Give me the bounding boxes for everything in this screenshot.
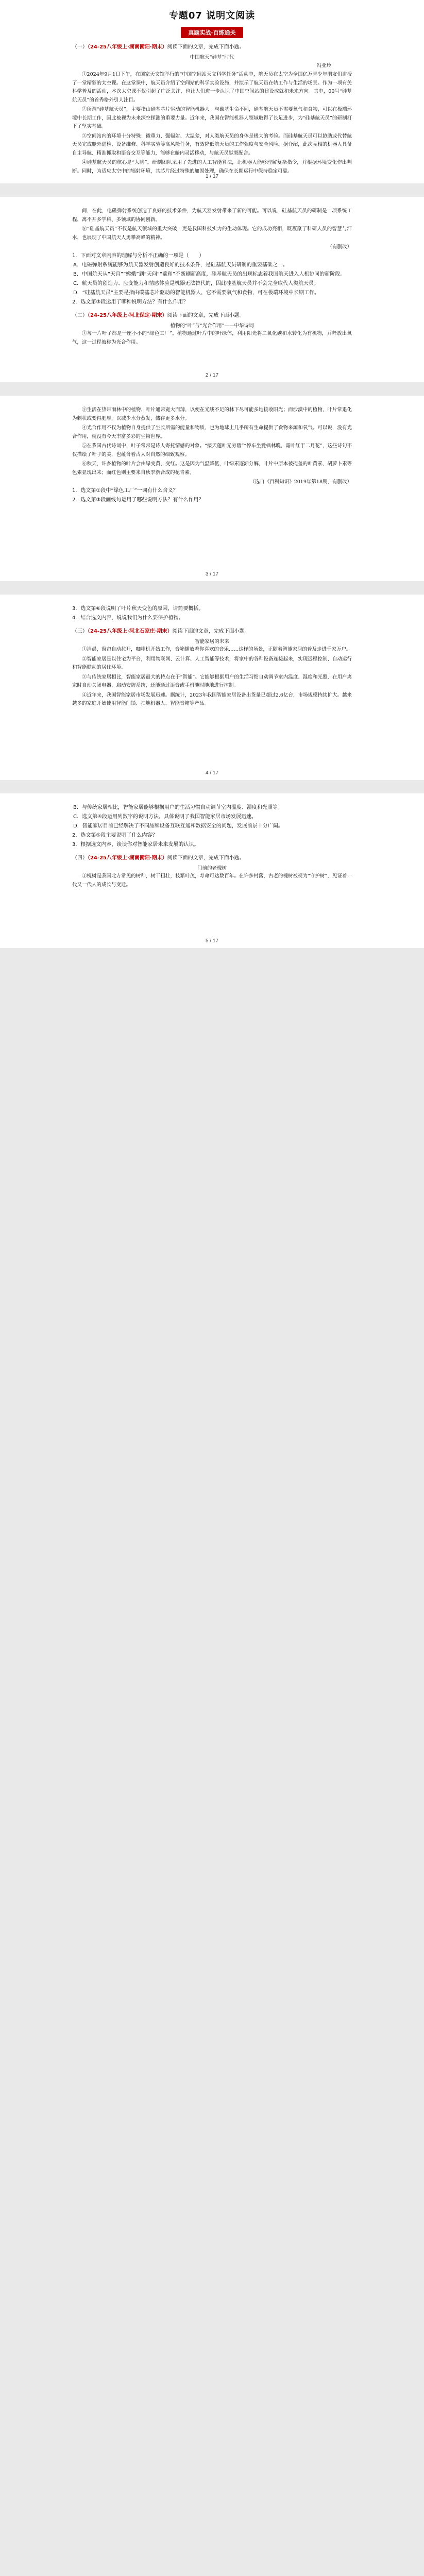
option: B．与传统家居相比，智能家居能够根据用户的生活习惯自动调节室内温度、湿度和光照等。 [73, 805, 283, 810]
exam-source: （24-25八年级上·湖南衡阳·期末） [88, 44, 167, 50]
article-title: 植物的“叶”与“光合作用”——中华诗词 [170, 323, 254, 329]
section-heading: （一）（24-25八年级上·湖南衡阳·期末）阅读下面的文章，完成下面小题。 [72, 44, 245, 50]
page-number: 2 / 17 [205, 372, 219, 378]
option: D．“硅基航天员”主要是指由碳基芯片驱动的智能机器人，它不需要氧气和食物，可在极端环境中长期工作。 [73, 290, 320, 296]
exam-source: （24-25八年级上·湖南衡阳·期末） [88, 855, 167, 861]
option: C．航天员的创造力、应变能力和情感体验是机器无法替代的，因此硅基航天员并不会完全取代人类航天员。 [73, 281, 319, 286]
option: C．选文第④段运用列数字的说明方法，具体说明了我国智能家居市场发展迅速。 [73, 814, 257, 820]
paragraph: ①每一片叶子都是一座小小的“绿色工厂”。植物通过叶片中的叶绿体，利用阳光将二氧化碳和水转化为有机物，并释放出氧气，这一过程被称为光合作用。 [72, 331, 352, 345]
source-note: （有删改） [327, 244, 352, 250]
question: 2．选文第⑤段主要说明了什么内容？ [72, 833, 158, 838]
paragraph: ④硅基航天员的核心是“大脑”。研制团队采用了先进的人工智能算法，让机器人能够理解复杂指令，并根据环境变化作出判断。同时，为适应太空中的辐射环境，其芯片经过特殊的加固处理，确保在长期运行中保持稳定可靠。 [72, 160, 352, 174]
page-number: 1 / 17 [205, 174, 219, 179]
article-title: 智能家居的未来 [195, 639, 229, 645]
paragraph: ①槐树是我国北方常见的树种，树干粗壮，枝繁叶茂，寿命可达数百年。在许多村落，古老的槐树被视为“守护树”，见证着一代又一代人的成长与变迁。 [72, 873, 352, 888]
question: 1．选文第①段中“绿色工厂”一词有什么含义？ [72, 488, 178, 494]
paragraph: 间，在此，电磁弹射系统创造了良好的技术条件，为航天器发射带来了新的可能。可以说，硅基航天员的研制是一项系统工程，离不开多学科、多领域的协同创新。 [72, 208, 352, 223]
option: B．中国航天从“天宫”“嫦娥”到“天问”“羲和”不断刷新高度，硅基航天员的出现标志着我国航天进入人机协同的新阶段。 [73, 272, 346, 277]
article-title: 门前的老槐树 [197, 866, 227, 871]
source-note: （选自《百科知识》2019年第18期，有删改） [250, 479, 352, 485]
paragraph: ③与传统家居相比，智能家居最大的特点在于“智能”。它能够根据用户的生活习惯自动调节室内温度、湿度和光照，在用户离家时自动关闭电器、启动安防系统，还能通过语音或手机随时随地进行控制。 [72, 674, 352, 688]
page-4 [0, 595, 424, 780]
page-number: 5 / 17 [205, 938, 219, 944]
page-number: 3 / 17 [205, 571, 219, 577]
paragraph: ②所谓“硅基航天员”，主要指由硅基芯片驱动的智能机器人。与碳基生命不同，硅基航天员不需要氧气和食物，可以在极端环境中长期工作，因此被视为未来深空探测的重要力量。近年来，我国在智能机器人领域取得了长足进步，为“硅基航天员”的研制打下了坚实基础。 [72, 107, 352, 129]
question: 2．选文第③段运用了哪种说明方法？有什么作用？ [72, 299, 189, 305]
paragraph: ③空间站内的环境十分特殊：微重力、强辐射、大温差，对人类航天员的身体是极大的考验。而硅基航天员可以协助或代替航天员完成舱外巡检、设备维修、科学实验等高风险任务，有效降低航天员的工作强度与安全风险。据介绍，此次亮相的机器人具备自主导航、精准抓取和语音交互等能力，能够在舱内灵活移动，与航天员默契配合。 [72, 133, 352, 156]
article-author: 冯亚玲 [316, 63, 331, 69]
paragraph: ⑥秋天，许多植物的叶片会由绿变黄、变红。这是因为气温降低，叶绿素逐渐分解，叶片中原本被掩盖的叶黄素、胡萝卜素等色素显现出来；而红色则主要来自秋季新合成的花青素。 [72, 461, 352, 476]
doc-title: 专题07 说明文阅读 [168, 10, 256, 21]
paragraph: ①清晨，窗帘自动拉开，咖啡机开始工作，音箱播放着你喜欢的音乐……这样的场景，正随着智能家居的普及走进千家万户。 [82, 647, 351, 652]
page-3 [0, 396, 424, 581]
paragraph: ②智能家居是以住宅为平台，利用物联网、云计算、人工智能等技术，将家中的各种设备连接起来，实现远程控制、自动运行和智能联动的居住环境。 [72, 656, 352, 670]
question: 1．下面对文章内容的理解与分析不正确的一项是（ ） [72, 253, 205, 259]
option: A．电磁弹射系统能够为航天器发射创造良好的技术条件，是硅基航天员研制的重要基础之一。 [73, 262, 288, 268]
section-heading: （三）（24-25八年级上·河北石家庄·期末）阅读下面的文章，完成下面小题。 [72, 629, 250, 634]
paragraph: ③生活在热带雨林中的植物，叶片通常宽大而薄，以便在光线不足的林下尽可能多地接收阳光；而沙漠中的植物，叶片常退化为刺状或变得肥厚，以减少水分蒸发，储存更多水分。 [72, 407, 352, 421]
section-heading: （二）（24-25八年级上·河北保定·期末）阅读下面的文章，完成下面小题。 [72, 313, 245, 318]
exam-source: （24-25八年级上·河北保定·期末） [88, 313, 167, 318]
question: 3．选文第⑥段说明了叶片秋天变色的原因，请简要概括。 [72, 606, 204, 612]
paragraph: ①2024年9月1日下午，在国家天文馆举行的“中国空间站天文科学任务”活动中，航天员在太空为全国亿万青少年朋友们讲授了一堂精彩的太空课。在这堂课中，航天员介绍了空间站的科学实验设施，并演示了航天员在轨工作与生活的场景。作为一项有关科学普及的活动，本次太空课不仅引起了广泛关注，也让人们进一步认识了中国空间站的建设成就和未来方向。其中，00号“硅基航天员”的首秀格外引人注目。 [72, 72, 352, 103]
paragraph: ④近年来，我国智能家居市场发展迅速。据统计，2023年我国智能家居设备出货量已超过2.6亿台，市场规模持续扩大。越来越多的家庭开始使用智能门锁、扫地机器人、智能音箱等产品。 [72, 692, 352, 706]
page-number: 4 / 17 [205, 770, 219, 776]
exam-source: （24-25八年级上·河北石家庄·期末） [88, 629, 173, 634]
question: 3．根据选文内容，谈谈你对智能家居未来发展的认识。 [72, 842, 199, 848]
question: 4．结合选文内容，说说我们为什么要保护植物。 [72, 615, 184, 621]
question: 2．选文第③段画线句运用了哪些说明方法？有什么作用？ [72, 497, 204, 503]
page-1 [0, 0, 424, 183]
paragraph: ④光合作用不仅为植物自身提供了生长所需的能量和物质，也为地球上几乎所有生命提供了食物来源和氧气。可以说，没有光合作用，就没有今天丰富多彩的生物世界。 [72, 425, 352, 439]
article-title: 中国航天“硅基”时代 [190, 55, 234, 60]
page-2 [0, 197, 424, 382]
section-heading: （四）（24-25八年级上·湖南衡阳·期末）阅读下面的文章，完成下面小题。 [72, 855, 245, 861]
paragraph: ⑧“硅基航天员”不仅是航天领域的重大突破，更是我国科技实力的生动体现。它的成功亮相，既凝聚了科研人员的智慧与汗水，也展现了中国航天人勇攀高峰的精神。 [72, 226, 352, 241]
paragraph: ⑤在我国古代诗词中，叶子常常是诗人寄托情感的对象。“接天莲叶无穷碧”“停车坐爱枫林晚，霜叶红于二月花”，这些诗句不仅描绘了叶子的美，也蕴含着古人对自然的细致观察。 [72, 443, 352, 457]
option: D．智能家居目前已经解决了不同品牌设备互联互通和数据安全的问题，发展前景十分广阔。 [73, 823, 283, 829]
page-5 [0, 793, 424, 948]
section-banner: 真题实战·百练通关 [181, 27, 243, 38]
